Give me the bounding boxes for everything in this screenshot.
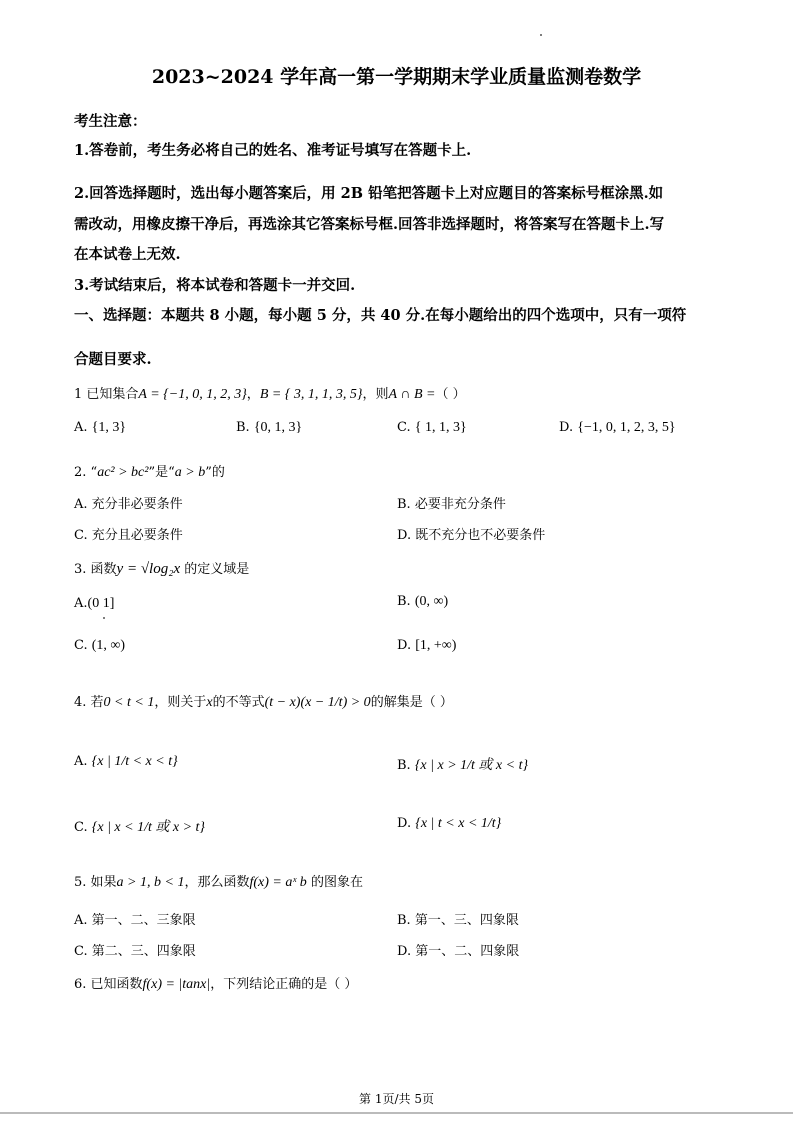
question-1-option-a <box>74 420 126 436</box>
question-4-option-c <box>74 816 205 836</box>
question-5-option-c <box>74 940 196 959</box>
question-1-suffix: （ ） <box>435 387 466 402</box>
option-label: A. <box>74 754 88 769</box>
page-footer: 第 1页/共 5页 <box>359 1092 434 1106</box>
question-5-option-b <box>397 909 519 928</box>
notice-item-2-line-3: 在本试卷上无效. <box>74 246 181 263</box>
section-heading-line-2: 合题目要求. <box>74 351 152 368</box>
question-1-prefix: 1 已知集合 <box>74 387 139 402</box>
question-3-option-d <box>397 638 456 654</box>
option-text: 充分且必要条件 <box>91 528 183 543</box>
page-bottom-divider <box>0 1112 793 1114</box>
question-2-condition-1: ac² > bc² <box>97 465 149 480</box>
question-6-function: f(x) = |tanx| <box>142 977 211 992</box>
question-1-set-b: B = { 3, 1, 1, 3, 5} <box>259 387 363 402</box>
question-6-prefix: 6. 已知函数 <box>74 977 143 992</box>
option-label: C. <box>74 638 88 653</box>
option-label: D. <box>397 638 412 653</box>
option-label: C. <box>397 420 411 435</box>
question-3-function: y = √log₂x <box>116 561 181 577</box>
option-text: (0, ∞) <box>414 594 449 609</box>
question-3-option-a <box>74 596 114 612</box>
option-label: A. <box>74 497 88 512</box>
question-1-mid: ，则 <box>362 387 389 402</box>
notice-item-2-line-1: 2.回答选择题时，选出每小题答案后，用 2B 铅笔把答题卡上对应题目的答案标号框涂黑.如 <box>74 185 664 202</box>
question-1-option-b <box>236 420 302 436</box>
option-label: D. <box>559 420 574 435</box>
question-2-condition-2: a > b <box>174 465 206 480</box>
question-6-suffix: ，下列结论正确的是（ ） <box>210 977 358 992</box>
option-label: B. <box>397 913 411 928</box>
option-text: 第一、三、四象限 <box>414 913 519 928</box>
option-text: [1, +∞) <box>415 638 457 653</box>
question-1-option-c <box>397 420 467 436</box>
option-label: D. <box>397 528 412 543</box>
question-5-option-a <box>74 909 196 928</box>
question-4-condition: 0 < t < 1 <box>103 695 155 710</box>
option-label: B. <box>397 758 411 773</box>
section-heading-line-1: 一、选择题：本题共 8 小题，每小题 5 分，共 40 分.在每小题给出的四个选项中，只有一项符 <box>74 307 687 324</box>
question-1-stem <box>74 383 466 403</box>
option-text: 第一、二、四象限 <box>415 944 520 959</box>
question-2-stem <box>74 461 225 481</box>
question-5-mid: ，那么函数 <box>184 875 250 890</box>
question-4-mid-2: 的不等式 <box>212 695 265 710</box>
notice-heading: 考生注意： <box>74 113 147 130</box>
option-text: {x | x < 1/t 或 x > t} <box>91 820 206 835</box>
option-text: (0 1] <box>87 596 115 611</box>
option-label: B. <box>397 594 411 609</box>
question-3-option-b <box>397 594 448 610</box>
question-4-suffix: 的解集是（ ） <box>370 695 453 710</box>
question-4-stem <box>74 691 453 711</box>
question-3-suffix: 的定义域是 <box>184 562 250 577</box>
option-text: {x | x > 1/t 或 x < t} <box>414 758 529 773</box>
question-2-prefix: 2. “ <box>74 465 98 480</box>
option-text: {−1, 0, 1, 2, 3, 5} <box>577 420 676 435</box>
option-label: C. <box>74 944 88 959</box>
question-4-prefix: 4. 若 <box>74 695 104 710</box>
question-4-variable: x <box>206 695 213 710</box>
question-2-mid: ”是“ <box>148 465 175 480</box>
option-label: C. <box>74 528 88 543</box>
notice-item-1: 1.答卷前，考生务必将自己的姓名、准考证号填写在答题卡上. <box>74 142 472 159</box>
option-label: D. <box>397 944 412 959</box>
question-1-intersection: A ∩ B = <box>388 387 436 402</box>
option-label: C. <box>74 820 88 835</box>
question-5-option-d <box>397 940 519 959</box>
question-5-function: f(x) = aˣ b <box>249 875 307 890</box>
notice-item-2-line-2: 需改动，用橡皮擦干净后，再选涂其它答案标号框.回答非选择题时，将答案写在答题卡上.写 <box>74 216 665 233</box>
option-text: {x | t < x < 1/t} <box>415 816 502 831</box>
option-label: A. <box>74 420 88 435</box>
option-label: A. <box>74 913 88 928</box>
question-2-suffix: ”的 <box>205 465 225 480</box>
question-5-condition: a > 1, b < 1 <box>116 875 185 890</box>
question-1-option-d <box>559 420 676 436</box>
question-4-option-b <box>397 754 528 774</box>
question-1-separator: ， <box>246 387 260 402</box>
stray-dot <box>103 617 105 619</box>
option-text: { 1, 1, 3} <box>414 420 467 435</box>
question-3-option-c <box>74 638 125 654</box>
question-5-prefix: 5. 如果 <box>74 875 117 890</box>
option-text: 必要非充分条件 <box>414 497 506 512</box>
question-2-option-a <box>74 493 183 512</box>
stray-dot <box>540 34 542 36</box>
question-3-prefix: 3. 函数 <box>74 562 117 577</box>
option-text: 第二、三、四象限 <box>91 944 196 959</box>
question-4-option-d <box>397 816 501 832</box>
option-text: {0, 1, 3} <box>253 420 303 435</box>
question-4-mid: ，则关于 <box>154 695 207 710</box>
question-4-inequality: (t − x)(x − 1/t) > 0 <box>264 695 371 710</box>
option-label: B. <box>397 497 411 512</box>
option-label: D. <box>397 816 412 831</box>
question-2-option-d <box>397 524 545 543</box>
option-label: A. <box>74 596 88 611</box>
option-text: {1, 3} <box>91 420 127 435</box>
option-text: 既不充分也不必要条件 <box>415 528 546 543</box>
option-label: B. <box>236 420 250 435</box>
question-5-suffix: 的图象在 <box>310 875 363 890</box>
question-5-stem <box>74 871 363 891</box>
option-text: {x | 1/t < x < t} <box>91 754 178 769</box>
notice-item-3: 3.考试结束后，将本试卷和答题卡一并交回. <box>74 277 356 294</box>
question-3-stem <box>74 558 249 578</box>
question-4-option-a <box>74 754 178 770</box>
option-text: (1, ∞) <box>91 638 126 653</box>
question-2-option-b <box>397 493 506 512</box>
question-2-option-c <box>74 524 183 543</box>
question-1-set-a: A = {−1, 0, 1, 2, 3} <box>138 387 247 402</box>
option-text: 充分非必要条件 <box>91 497 183 512</box>
page-title: 2023~2024 学年高一第一学期期末学业质量监测卷数学 <box>151 66 642 88</box>
option-text: 第一、二、三象限 <box>91 913 196 928</box>
question-6-stem <box>74 973 357 993</box>
